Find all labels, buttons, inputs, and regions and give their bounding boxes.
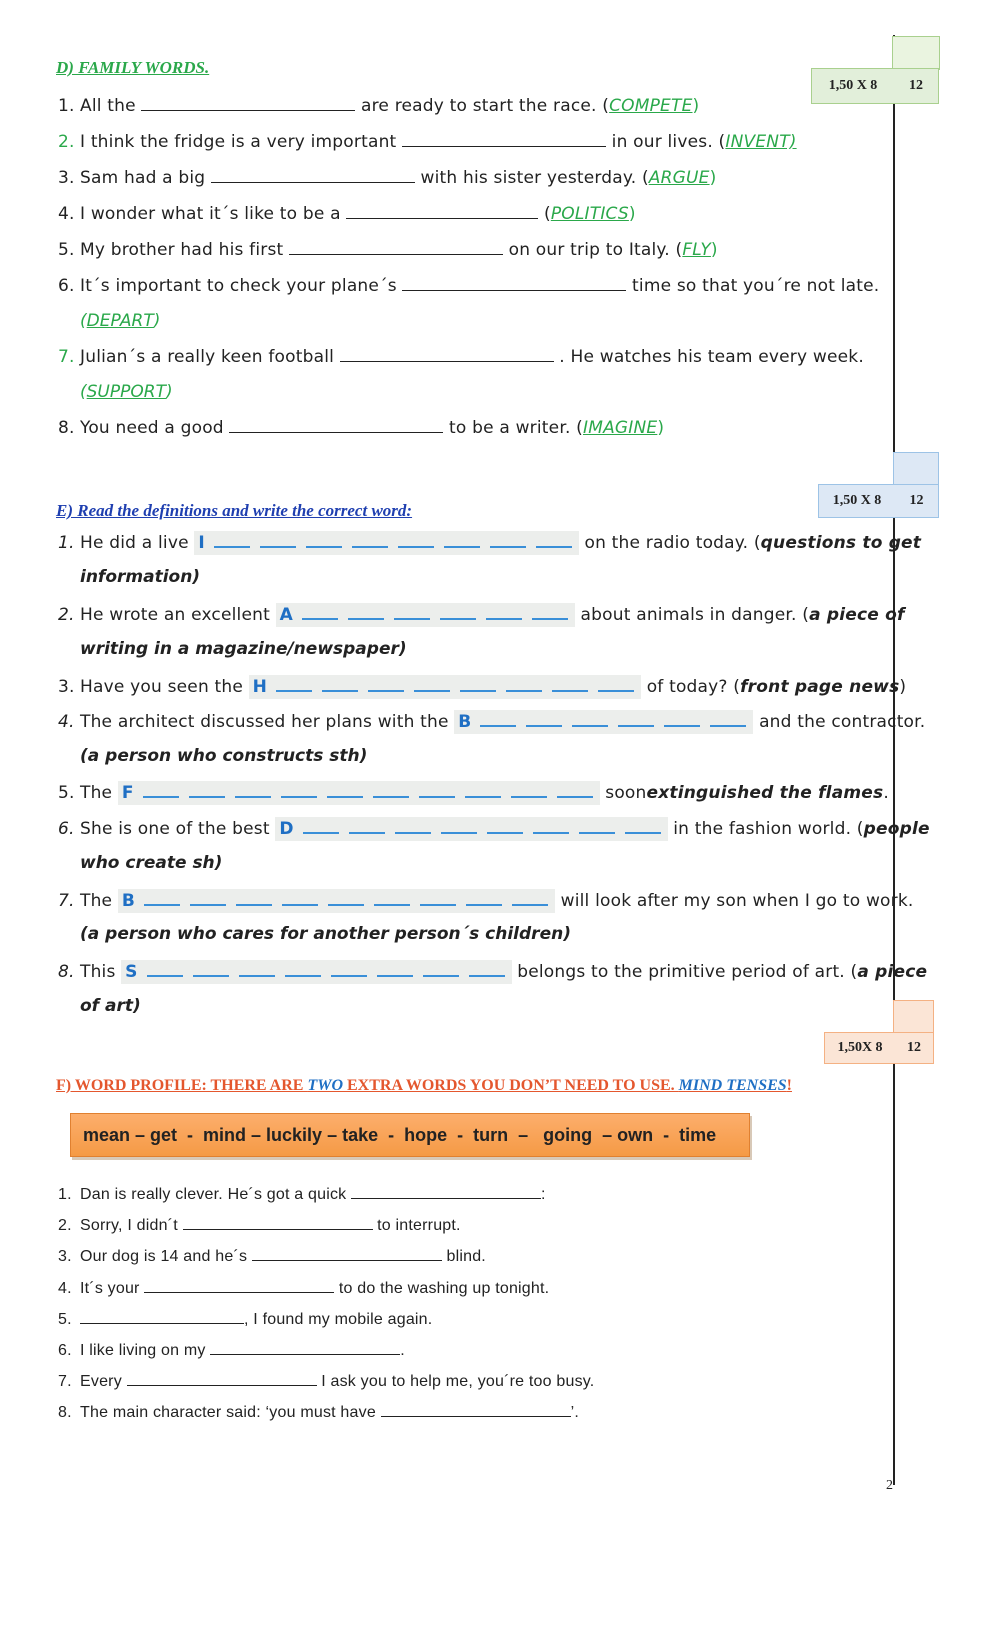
score-label: 1,50X 8 — [837, 1040, 883, 1055]
question-number: 6. — [58, 1342, 72, 1359]
question-text: Julian´s a really keen football — [80, 347, 335, 367]
root-word: POLITICS — [550, 204, 629, 224]
question-row — [58, 1309, 432, 1329]
answer-blank — [141, 96, 355, 111]
letter-dash — [552, 676, 588, 692]
definition: a piece of — [809, 605, 905, 625]
section-d-title: D) FAMILY WORDS. — [56, 58, 210, 77]
letter-dash — [441, 818, 477, 834]
question-text: : — [541, 1186, 546, 1203]
definition: a piece — [857, 962, 928, 982]
question-text: about animals in danger. ( — [580, 605, 810, 625]
answer-field[interactable] — [118, 781, 600, 805]
letter-dash — [239, 961, 275, 977]
root-word: FLY — [682, 240, 711, 260]
title-part: ! — [786, 1077, 792, 1094]
question-row — [58, 1402, 579, 1422]
score-label: 1,50 X 8 — [832, 493, 882, 508]
letter-dash — [526, 711, 562, 727]
question-row — [58, 276, 879, 296]
letter-dash — [532, 604, 568, 620]
letter-dash — [466, 890, 502, 906]
question-number: 1. — [58, 533, 75, 553]
letter-dash — [377, 961, 413, 977]
first-letter: B — [458, 712, 472, 732]
answer-field[interactable] — [454, 710, 753, 734]
page-number: 2 — [886, 1478, 893, 1493]
question-text: . — [400, 1342, 405, 1359]
question-row — [58, 168, 716, 188]
score-box-e — [818, 484, 939, 518]
first-letter: I — [198, 533, 205, 553]
question-text: He wrote an excellent — [80, 605, 270, 625]
question-row — [58, 1215, 461, 1235]
question-row — [58, 781, 889, 805]
question-row — [58, 1246, 486, 1266]
letter-dash — [440, 604, 476, 620]
root-word: COMPETE — [609, 96, 693, 116]
root-word-line — [80, 382, 173, 402]
score-box-f — [824, 1032, 934, 1064]
question-number: 2. — [58, 1217, 72, 1234]
question-number: 6. — [58, 819, 75, 839]
question-text: ’. — [570, 1404, 579, 1421]
question-text: to be a writer. ( — [449, 418, 583, 438]
score-tab-d — [892, 36, 940, 70]
paren: ) — [710, 240, 718, 260]
letter-dash — [710, 711, 746, 727]
answer-blank[interactable] — [144, 1278, 334, 1293]
question-number: 8. — [58, 418, 75, 438]
question-number: 7. — [58, 891, 75, 911]
letter-dash — [557, 782, 593, 798]
title-emphasis: TWO — [307, 1077, 343, 1094]
definition: writing in a magazine/newspaper) — [80, 639, 407, 659]
answer-field[interactable] — [275, 817, 667, 841]
question-text: to do the washing up tonight. — [338, 1280, 550, 1297]
question-text: belongs to the primitive period of art. ( — [517, 962, 858, 982]
question-number: 3. — [58, 677, 75, 697]
letter-dash — [465, 782, 501, 798]
paren: ) — [165, 382, 173, 402]
answer-blank[interactable] — [252, 1246, 442, 1261]
letter-dash — [506, 676, 542, 692]
answer-field[interactable] — [194, 531, 579, 555]
question-text: I think the fridge is a very important — [80, 132, 397, 152]
question-text: in our lives. ( — [611, 132, 726, 152]
letter-dash — [193, 961, 229, 977]
letter-dash — [394, 604, 430, 620]
question-text: The — [80, 891, 113, 911]
question-text: She is one of the best — [80, 819, 270, 839]
definition: who create sh) — [80, 853, 223, 873]
letter-dash — [618, 711, 654, 727]
letter-dash — [420, 890, 456, 906]
answer-blank[interactable] — [80, 1309, 244, 1324]
answer-field[interactable] — [276, 603, 575, 627]
answer-blank[interactable] — [381, 1402, 571, 1417]
letter-dash — [306, 532, 342, 548]
question-text: I like living on my — [80, 1342, 206, 1359]
letter-dash — [395, 818, 431, 834]
letter-dash — [511, 782, 547, 798]
first-letter: S — [125, 962, 138, 982]
letter-dash — [423, 961, 459, 977]
letter-dash — [486, 604, 522, 620]
paren: ( — [80, 311, 87, 331]
question-number: 7. — [58, 1373, 72, 1390]
question-text: The — [80, 783, 113, 803]
question-row — [58, 1278, 549, 1298]
definition: extinguished the flames — [646, 783, 884, 803]
letter-dash — [282, 890, 318, 906]
question-row — [58, 675, 906, 699]
letter-dash — [373, 782, 409, 798]
first-letter: B — [121, 891, 135, 911]
score-tab-f — [893, 1000, 934, 1034]
answer-blank — [229, 418, 443, 433]
question-text: blind. — [446, 1248, 486, 1265]
question-number: 2. — [58, 132, 75, 152]
letter-dash — [144, 890, 180, 906]
question-row — [58, 817, 930, 841]
question-number: 5. — [58, 240, 75, 260]
letter-dash — [579, 818, 615, 834]
question-text: soon — [605, 783, 647, 803]
question-row — [58, 1184, 546, 1204]
answer-blank[interactable] — [127, 1371, 317, 1386]
paren: ) — [657, 418, 665, 438]
letter-dash — [327, 782, 363, 798]
question-number: 5. — [58, 783, 75, 803]
definition: people — [863, 819, 930, 839]
question-text: with his sister yesterday. ( — [420, 168, 649, 188]
letter-dash — [398, 532, 434, 548]
letter-dash — [214, 532, 250, 548]
letter-dash — [328, 890, 364, 906]
question-number: 4. — [58, 1280, 72, 1297]
paren: ) — [628, 204, 636, 224]
definition: front page news — [740, 677, 900, 697]
definition: questions to get — [760, 533, 922, 553]
question-text: He did a live — [80, 533, 189, 553]
letter-dash — [322, 676, 358, 692]
question-text: on the radio today. ( — [584, 533, 761, 553]
letter-dash — [352, 532, 388, 548]
letter-dash — [664, 711, 700, 727]
answer-blank — [402, 132, 606, 147]
letter-dash — [190, 890, 226, 906]
letter-dash — [236, 890, 272, 906]
letter-dash — [281, 782, 317, 798]
score-box-d — [811, 68, 939, 104]
letter-dash — [147, 961, 183, 977]
question-number: 1. — [58, 96, 75, 116]
question-row — [58, 960, 927, 984]
title-emphasis: MIND TENSES — [678, 1077, 787, 1094]
letter-dash — [368, 676, 404, 692]
question-number: 2. — [58, 605, 75, 625]
question-number: 8. — [58, 1404, 72, 1421]
question-text: The main character said: ‘you must have — [80, 1404, 376, 1421]
definition: (a person who constructs sth) — [80, 746, 368, 766]
answer-blank — [340, 347, 554, 362]
letter-dash — [302, 604, 338, 620]
question-text: Our dog is 14 and he´s — [80, 1248, 248, 1265]
question-row — [58, 204, 636, 224]
question-row — [58, 603, 905, 627]
paren: ) — [709, 168, 717, 188]
letter-dash — [235, 782, 271, 798]
question-text: ) — [899, 677, 907, 697]
question-text: Sorry, I didn´t — [80, 1217, 178, 1234]
question-text: , I found my mobile again. — [244, 1311, 433, 1328]
score-label: 1,50 X 8 — [828, 78, 878, 93]
paren: ( — [80, 382, 87, 402]
question-number: 7. — [58, 347, 75, 367]
answer-blank — [346, 204, 538, 219]
letter-dash — [444, 532, 480, 548]
question-text: . He watches his team every week. — [559, 347, 864, 367]
root-word: ARGUE — [648, 168, 710, 188]
question-text: The architect discussed her plans with the — [80, 712, 449, 732]
section-e-title: E) Read the definitions and write the correct word: — [56, 501, 413, 520]
letter-dash — [374, 890, 410, 906]
letter-dash — [331, 961, 367, 977]
question-text: My brother had his first — [80, 240, 284, 260]
letter-dash — [143, 782, 179, 798]
question-row — [58, 889, 913, 913]
question-number: 4. — [58, 712, 75, 732]
root-word: IMAGINE — [583, 418, 658, 438]
letter-dash — [303, 818, 339, 834]
word-bank: mean – get - mind – luckily – take - hope - turn – going – own - time — [70, 1113, 750, 1157]
title-part: EXTRA WORDS YOU DON’T NEED TO USE. — [343, 1077, 679, 1094]
letter-dash — [572, 711, 608, 727]
answer-blank — [289, 240, 503, 255]
question-number: 8. — [58, 962, 75, 982]
question-number: 5. — [58, 1311, 72, 1328]
letter-dash — [414, 676, 450, 692]
letter-dash — [285, 961, 321, 977]
margin-line — [893, 35, 895, 1485]
letter-dash — [625, 818, 661, 834]
paren: ) — [692, 96, 700, 116]
question-text: to interrupt. — [377, 1217, 461, 1234]
answer-field[interactable] — [118, 889, 555, 913]
question-text: It´s your — [80, 1280, 140, 1297]
question-text: will look after my son when I go to work. — [560, 891, 914, 911]
question-text: on our trip to Italy. ( — [508, 240, 683, 260]
definition: (a person who cares for another person´s children) — [80, 924, 571, 944]
definition: of art) — [80, 996, 141, 1016]
first-letter: F — [121, 783, 134, 803]
letter-dash — [480, 711, 516, 727]
question-row — [58, 418, 664, 438]
question-row — [58, 347, 864, 367]
question-text: I ask you to help me, you´re too busy. — [321, 1373, 595, 1390]
score-total: 12 — [907, 1040, 921, 1055]
root-word: DEPART — [86, 311, 154, 331]
first-letter: A — [279, 605, 293, 625]
question-number: 1. — [58, 1186, 72, 1203]
root-word: SUPPORT — [86, 382, 166, 402]
question-text: This — [80, 962, 116, 982]
score-tab-e — [893, 452, 939, 486]
question-number: 3. — [58, 1248, 72, 1265]
question-row — [58, 1340, 405, 1360]
question-text: Have you seen the — [80, 677, 244, 697]
answer-blank — [211, 168, 415, 183]
question-text: of today? ( — [646, 677, 741, 697]
letter-dash — [276, 676, 312, 692]
question-text: It´s important to check your plane´s — [80, 276, 397, 296]
root-word-line — [80, 311, 160, 331]
letter-dash — [490, 532, 526, 548]
letter-dash — [349, 818, 385, 834]
title-part: F) WORD PROFILE: THERE ARE — [56, 1077, 308, 1094]
question-row — [58, 1371, 594, 1391]
question-text: All the — [80, 96, 136, 116]
answer-blank[interactable] — [210, 1340, 400, 1355]
question-number: 3. — [58, 168, 75, 188]
letter-dash — [469, 961, 505, 977]
root-word: INVENT) — [725, 132, 797, 152]
first-letter: D — [279, 819, 294, 839]
question-text: Sam had a big — [80, 168, 206, 188]
letter-dash — [348, 604, 384, 620]
letter-dash — [533, 818, 569, 834]
answer-blank[interactable] — [183, 1215, 373, 1230]
score-total: 12 — [909, 493, 924, 508]
letter-dash — [460, 676, 496, 692]
question-text: You need a good — [80, 418, 224, 438]
question-text: Every — [80, 1373, 122, 1390]
question-text: and the contractor. — [759, 712, 926, 732]
question-row — [58, 710, 925, 734]
question-text: Dan is really clever. He´s got a quick — [80, 1186, 347, 1203]
letter-dash — [598, 676, 634, 692]
answer-blank[interactable] — [351, 1184, 541, 1199]
question-row — [58, 531, 921, 555]
letter-dash — [536, 532, 572, 548]
question-number: 4. — [58, 204, 75, 224]
question-number: 6. — [58, 276, 75, 296]
question-text: ( — [543, 204, 551, 224]
letter-dash — [419, 782, 455, 798]
letter-dash — [260, 532, 296, 548]
letter-dash — [189, 782, 225, 798]
section-f-title — [56, 1077, 792, 1095]
first-letter: H — [252, 677, 268, 697]
definition: information) — [80, 567, 201, 587]
question-row — [58, 96, 699, 116]
answer-field[interactable] — [249, 675, 641, 699]
question-text: I wonder what it´s like to be a — [80, 204, 341, 224]
answer-blank — [402, 276, 626, 291]
letter-dash — [487, 818, 523, 834]
paren: ) — [153, 311, 161, 331]
question-row — [58, 132, 797, 152]
question-row — [58, 240, 718, 260]
question-text: time so that you´re not late. — [632, 276, 880, 296]
answer-field[interactable] — [121, 960, 511, 984]
score-total: 12 — [909, 78, 923, 93]
question-text: in the fashion world. ( — [673, 819, 864, 839]
question-text: . — [883, 783, 889, 803]
question-text: are ready to start the race. ( — [361, 96, 610, 116]
letter-dash — [512, 890, 548, 906]
